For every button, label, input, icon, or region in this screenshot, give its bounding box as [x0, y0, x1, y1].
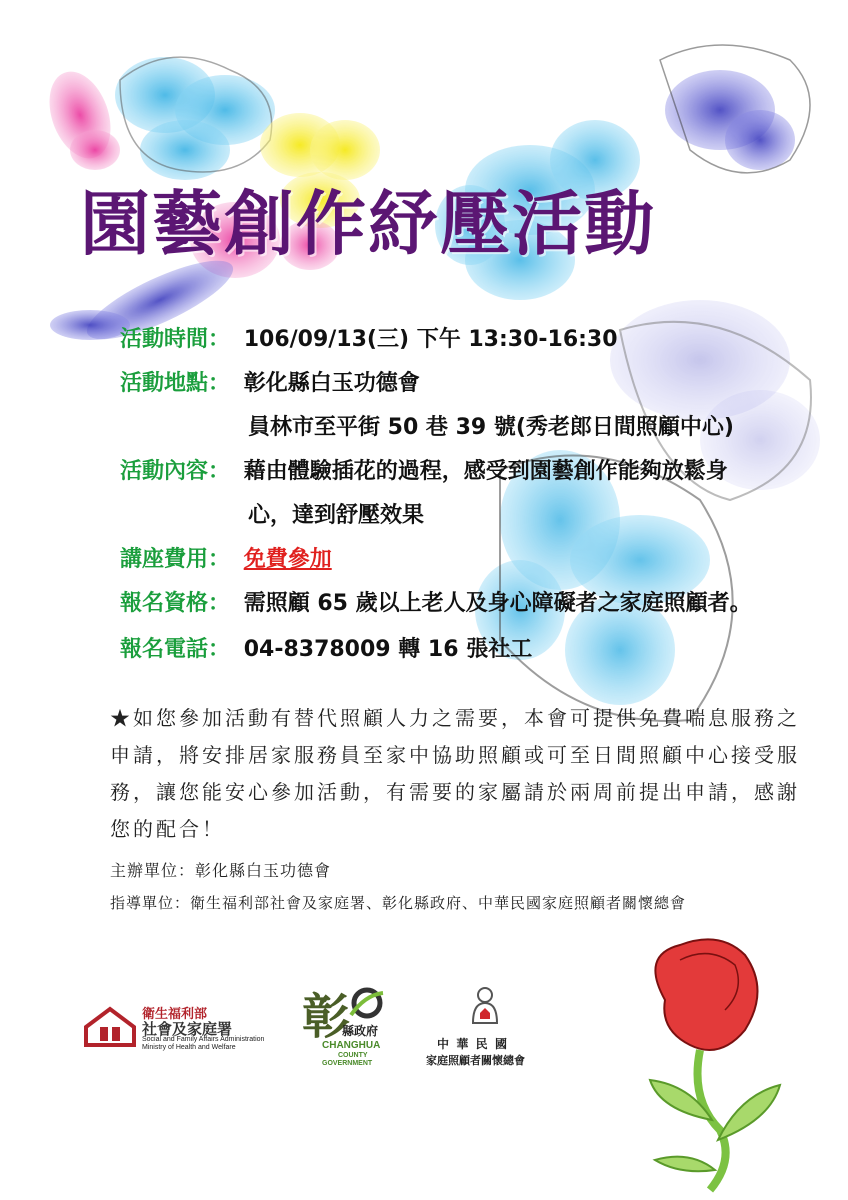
place-label: 活動地點: [120, 371, 209, 396]
place-value-line1: 彰化縣白玉功德會: [243, 371, 420, 396]
qualification-value: 需照顧 65 歲以上老人及身心障礙者之家庭照顧者。: [243, 591, 752, 616]
detail-content: [120, 454, 728, 485]
caregiver-association-line1: 中 華 民 國: [437, 1037, 510, 1051]
mohw-logo-icon: [82, 1005, 138, 1049]
time-value: 106/09/13(三) 下午 13:30-16:30: [243, 327, 618, 352]
notice-line-3: 務，讓您能安心參加活動，有需要的家屬請於兩周前提出申請，感謝: [110, 780, 800, 804]
notice-line-4: 您的配合！: [110, 817, 225, 841]
detail-phone: [120, 632, 532, 663]
guiding-organizers: 指導單位：衛生福利部社會及家庭署、彰化縣政府、中華民國家庭照顧者關懷總會: [110, 894, 687, 912]
poster-title: 園藝創作紓壓活動: [80, 183, 656, 265]
pink-flower: [38, 63, 121, 170]
notice-line-1: ★如您參加活動有替代照顧人力之需要，本會可提供免費喘息服務之: [110, 706, 800, 730]
fee-value: 免費參加: [243, 547, 332, 572]
respite-service-notice: [110, 700, 800, 848]
mohw-name-line2: 社會及家庭署: [142, 1021, 233, 1038]
content-label: 活動內容: [120, 459, 209, 484]
content-colon: ：: [208, 459, 231, 484]
mohw-english-line2: Ministry of Health and Welfare: [142, 1044, 236, 1051]
detail-qualification: [120, 586, 752, 617]
place-colon: ：: [208, 371, 231, 396]
changhua-english-1: CHANGHUA: [322, 1040, 381, 1051]
detail-place: [120, 366, 420, 397]
cyan-flower-top: [115, 57, 275, 180]
fee-colon: ：: [208, 547, 231, 572]
changhua-gov-label: 縣政府: [342, 1024, 379, 1038]
caregiver-association-logo-icon: [470, 985, 500, 1025]
violet-flower-top-right: [660, 45, 810, 173]
qualification-colon: ：: [208, 591, 231, 616]
qualification-label: 報名資格: [120, 591, 209, 616]
content-value-line1: 藉由體驗插花的過程，感受到園藝創作能夠放鬆身: [243, 459, 728, 484]
content-value-line2: 心，達到舒壓效果: [248, 503, 425, 528]
changhua-english-3: GOVERNMENT: [322, 1060, 373, 1067]
mohw-name-line1: 衛生福利部: [142, 1006, 208, 1021]
detail-time: [120, 322, 618, 353]
red-rose-illustration: [650, 939, 780, 1190]
detail-fee: [120, 542, 332, 573]
mohw-english-line1: Social and Family Affairs Administration: [142, 1036, 265, 1043]
phone-colon: ：: [208, 637, 231, 662]
caregiver-association-line2: 家庭照顧者關懷總會: [426, 1055, 525, 1067]
fee-label: 講座費用: [120, 547, 209, 572]
time-label: 活動時間: [120, 327, 209, 352]
changhua-swirl-icon: [345, 985, 387, 1021]
changhua-english-2: COUNTY: [338, 1052, 368, 1059]
time-colon: ：: [208, 327, 231, 352]
phone-label: 報名電話: [120, 637, 209, 662]
notice-line-2: 申請，將安排居家服務員至家中協助照顧或可至日間照顧中心接受服: [110, 743, 800, 767]
phone-value: 04-8378009 轉 16 張社工: [243, 637, 533, 662]
host-organizer: 主辦單位：彰化縣白玉功德會: [110, 861, 332, 880]
place-value-line2: 員林市至平街 50 巷 39 號(秀老郎日間照顧中心): [248, 415, 734, 440]
changhua-logo-char: 彰: [302, 991, 351, 1044]
